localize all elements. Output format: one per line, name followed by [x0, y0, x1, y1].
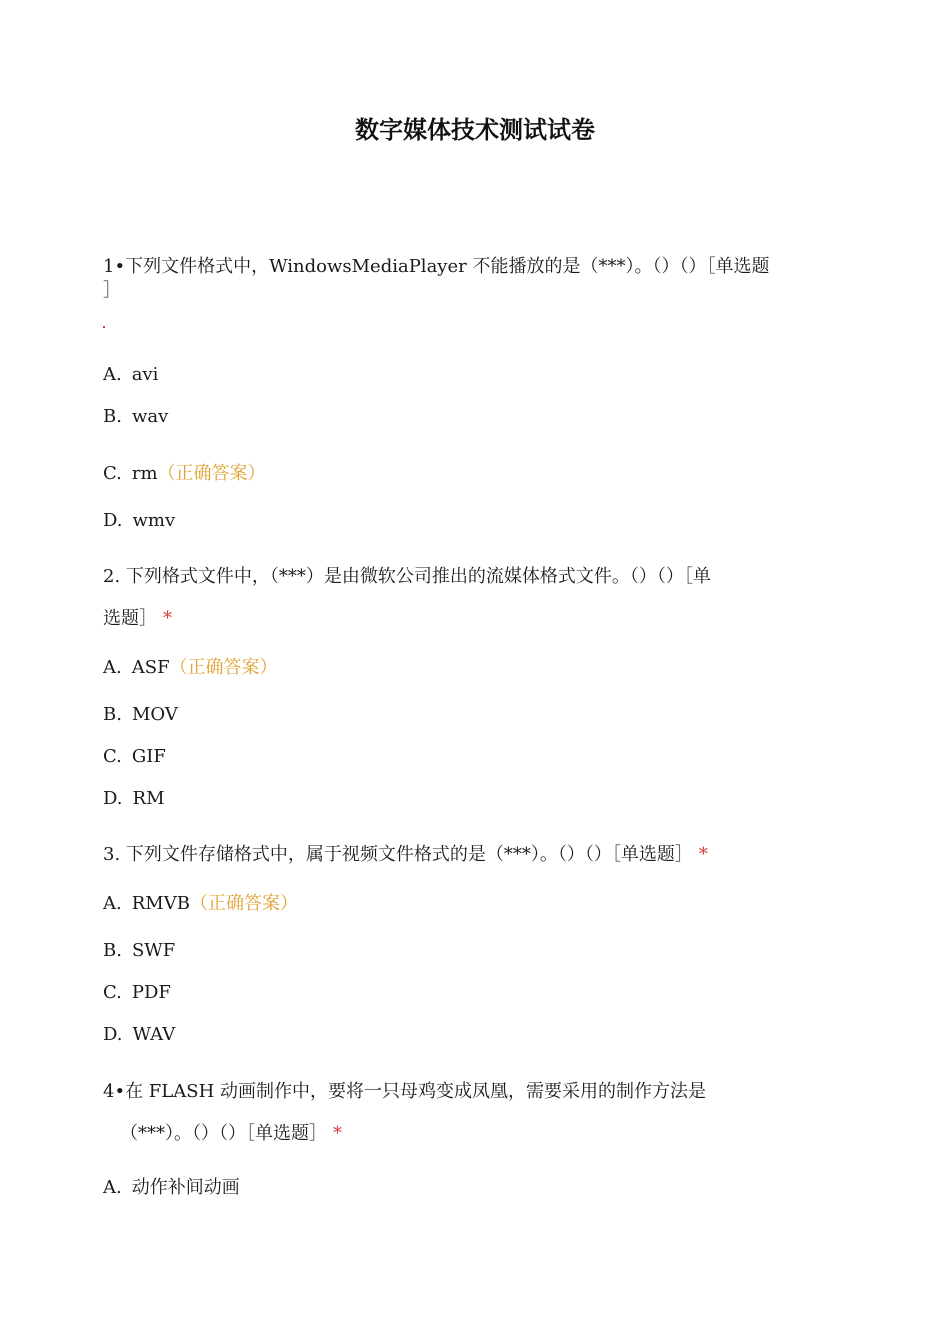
required-mark: * — [163, 608, 172, 629]
required-mark: * — [333, 1123, 342, 1144]
question-4-text: 4•在 FLASH 动画制作中，要将一只母鸡变成凤凰，需要采用的制作方法是 — [103, 1081, 706, 1102]
option-text: rm — [131, 463, 158, 484]
option-letter: D. — [103, 788, 123, 809]
question-2-tail: 选题］ — [103, 608, 157, 629]
option-text: MOV — [131, 704, 178, 725]
option-text: wav — [131, 406, 169, 427]
option-text: SWF — [131, 940, 176, 961]
question-1-option-a[interactable] — [103, 362, 158, 388]
question-3-text — [103, 842, 708, 868]
option-letter: B. — [103, 704, 122, 725]
option-letter: D. — [103, 510, 123, 531]
correct-answer-label: （正确答案） — [157, 463, 266, 484]
question-2-option-d[interactable] — [103, 786, 165, 812]
option-letter: C. — [103, 982, 122, 1003]
option-letter: A. — [103, 893, 122, 914]
option-text: ASF — [131, 657, 170, 678]
option-letter: C. — [103, 463, 122, 484]
option-text: PDF — [131, 982, 171, 1003]
option-letter: A. — [103, 1177, 122, 1198]
option-letter: B. — [103, 406, 122, 427]
question-3-option-b[interactable] — [103, 938, 175, 964]
question-1-option-b[interactable] — [103, 404, 168, 430]
required-mark: * — [698, 844, 708, 865]
option-letter: A. — [103, 657, 122, 678]
question-1-text: 1•下列文件格式中，WindowsMediaPlayer 不能播放的是（***）。（）（）［单选题 — [103, 256, 770, 277]
question-3-option-a[interactable] — [103, 891, 298, 917]
option-text: wmv — [132, 510, 176, 531]
question-4-option-a[interactable] — [103, 1175, 240, 1201]
question-2-option-b[interactable] — [103, 702, 178, 728]
correct-answer-label: （正确答案） — [169, 657, 278, 678]
option-text: RMVB — [131, 893, 190, 914]
question-1-text-cont: ］ — [103, 280, 121, 301]
option-text: avi — [131, 364, 159, 385]
option-text: WAV — [132, 1024, 176, 1045]
question-2-option-a[interactable] — [103, 655, 278, 681]
question-4-text-cont — [120, 1121, 342, 1147]
option-letter: B. — [103, 940, 122, 961]
option-letter: D. — [103, 1024, 123, 1045]
question-2-text: 2. 下列格式文件中，（***）是由微软公司推出的流媒体格式文件。（）（）［单 — [103, 566, 711, 587]
option-text: GIF — [131, 746, 166, 767]
red-dot-mark — [103, 326, 105, 328]
option-text: RM — [132, 788, 165, 809]
correct-answer-label: （正确答案） — [189, 893, 298, 914]
question-3-option-d[interactable] — [103, 1022, 175, 1048]
question-1-option-d[interactable] — [103, 508, 175, 534]
question-3-option-c[interactable] — [103, 980, 171, 1006]
page-title: 数字媒体技术测试试卷 — [355, 116, 595, 144]
option-text: 动作补间动画 — [131, 1177, 240, 1198]
question-4-tail: （***）。（）（）［单选题］ — [120, 1123, 327, 1144]
question-1-option-c[interactable] — [103, 461, 266, 487]
option-letter: A. — [103, 364, 122, 385]
option-letter: C. — [103, 746, 122, 767]
question-3-body: 3. 下列文件存储格式中，属于视频文件格式的是（***）。（）（）［单选题］ — [103, 844, 693, 865]
question-2-text-cont — [103, 606, 172, 632]
question-2-option-c[interactable] — [103, 744, 166, 770]
